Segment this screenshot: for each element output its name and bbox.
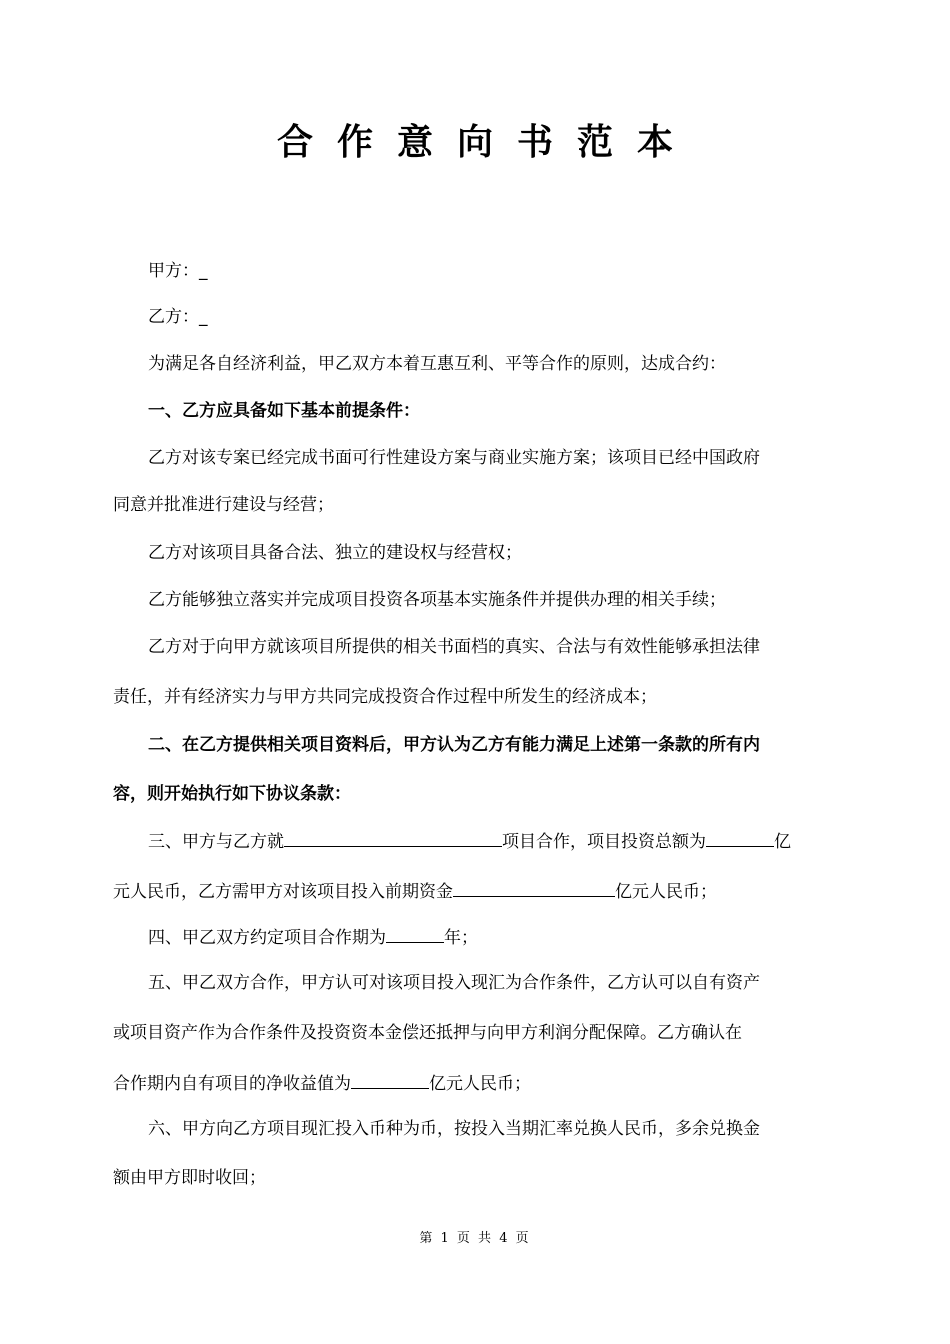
section4-text-2: 年； bbox=[444, 928, 478, 948]
section1-item1-line1: 乙方对该专案已经完成书面可行性建设方案与商业实施方案；该项目已经中国政府 bbox=[148, 448, 760, 468]
section6-line1: 六、甲方向乙方项目现汇投入币种为币，按投入当期汇率兑换人民币，多余兑换金 bbox=[148, 1119, 760, 1139]
section3-text-1: 三、甲方与乙方就 bbox=[148, 832, 284, 852]
project-name-blank bbox=[284, 828, 502, 847]
section3-text-3: 亿 bbox=[774, 832, 791, 852]
section4-text-1: 四、甲乙双方约定项目合作期为 bbox=[148, 928, 386, 948]
section5-text-2: 亿元人民币； bbox=[429, 1074, 531, 1094]
section5-text-1: 合作期内自有项目的净收益值为 bbox=[113, 1074, 351, 1094]
page-indicator: 第 1 页 共 4 页 bbox=[419, 1231, 531, 1246]
section3-text-4: 元人民币，乙方需甲方对该项目投入前期资金 bbox=[113, 882, 453, 902]
section3-text-5: 亿元人民币； bbox=[615, 882, 717, 902]
section1-item4-line2: 责任，并有经济实力与甲方共同完成投资合作过程中所发生的经济成本； bbox=[113, 687, 657, 707]
total-investment-blank bbox=[706, 828, 774, 847]
section2-heading-line2: 容，则开始执行如下协议条款： bbox=[113, 784, 351, 804]
section1-item1-line2: 同意并批准进行建设与经营； bbox=[113, 495, 334, 515]
section1-item4-line1: 乙方对于向甲方就该项目所提供的相关书面档的真实、合法与有效性能够承担法律 bbox=[148, 637, 760, 657]
section3-text-2: 项目合作，项目投资总额为 bbox=[502, 832, 706, 852]
section1-item2: 乙方对该项目具备合法、独立的建设权与经营权； bbox=[148, 543, 522, 563]
section3-line1 bbox=[148, 828, 791, 854]
cooperation-period-blank bbox=[386, 924, 444, 943]
section5-line2: 或项目资产作为合作条件及投资资本金偿还抵押与向甲方利润分配保障。乙方确认在 bbox=[113, 1023, 742, 1043]
document-title: 合作意向书范本 bbox=[276, 122, 697, 163]
section5-line1: 五、甲乙双方合作，甲方认可对该项目投入现汇为合作条件，乙方认可以自有资产 bbox=[148, 973, 760, 993]
section1-item3: 乙方能够独立落实并完成项目投资各项基本实施条件并提供办理的相关手续； bbox=[148, 590, 726, 610]
section5-line3 bbox=[113, 1070, 531, 1096]
party-a-line: 甲方：_ bbox=[148, 261, 208, 281]
section1-heading: 一、乙方应具备如下基本前提条件： bbox=[148, 401, 420, 421]
initial-funding-blank bbox=[453, 878, 615, 897]
net-income-blank bbox=[351, 1070, 429, 1089]
section6-line2: 额由甲方即时收回； bbox=[113, 1168, 266, 1188]
section4-line bbox=[148, 924, 478, 950]
party-b-line: 乙方：_ bbox=[148, 307, 208, 327]
section2-heading-line1: 二、在乙方提供相关项目资料后，甲方认为乙方有能力满足上述第一条款的所有内 bbox=[148, 735, 760, 755]
preamble: 为满足各自经济利益，甲乙双方本着互惠互利、平等合作的原则，达成合约： bbox=[148, 354, 726, 374]
section3-line2 bbox=[113, 878, 717, 904]
